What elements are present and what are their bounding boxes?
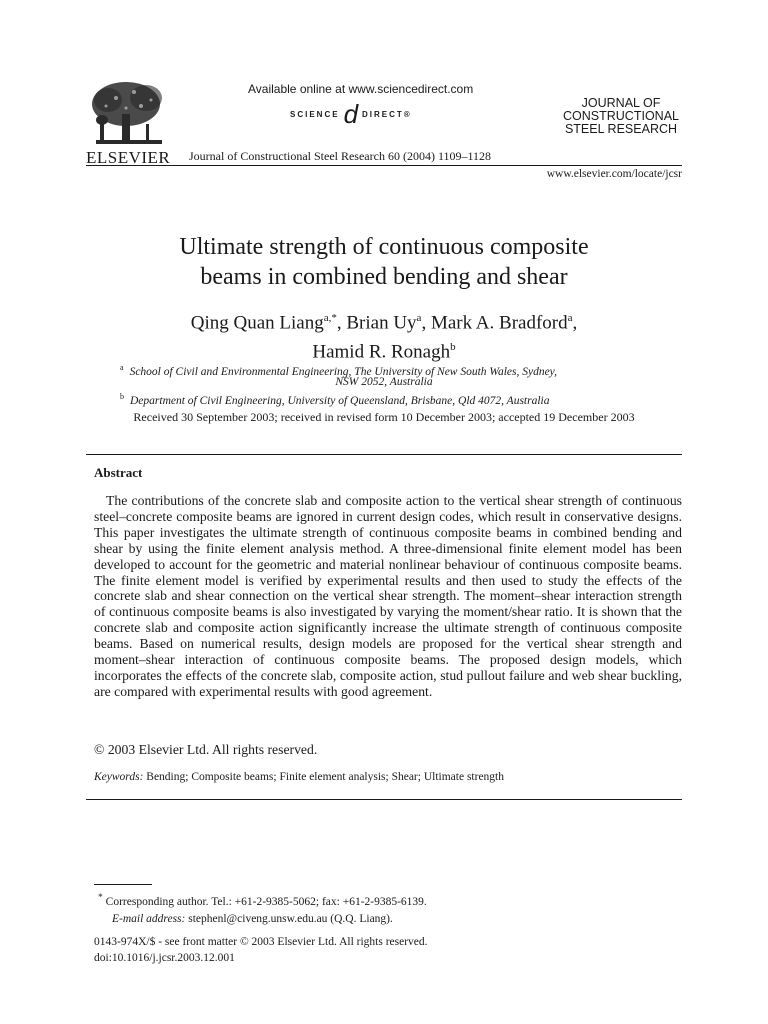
email-label: E-mail address: (112, 912, 186, 925)
elsevier-tree-logo (86, 78, 172, 150)
header-rule (86, 165, 682, 166)
author-affiliation-mark: a (416, 312, 422, 324)
sciencedirect-logo (290, 100, 412, 128)
author-list (86, 306, 682, 365)
abstract-top-rule (86, 454, 682, 455)
title-line: Ultimate strength of continuous composite (179, 234, 589, 260)
title-line: beams in combined bending and shear (200, 264, 568, 290)
corresponding-author-text: Corresponding author. Tel.: +61-2-9385-5062; fax: +61-2-9385-6139. (105, 895, 427, 908)
abstract-copyright: © 2003 Elsevier Ltd. All rights reserved. (94, 742, 318, 757)
affiliation-label: a (120, 363, 124, 372)
footnote-marker: * (98, 892, 103, 903)
corresponding-author-footnote (98, 889, 427, 928)
author-name: Hamid R. Ronagh (312, 341, 451, 363)
affiliation-label: b (120, 392, 124, 401)
issn-line: 0143-974X/$ - see front matter © 2003 Elsevier Ltd. All rights reserved. (94, 936, 428, 948)
keywords (94, 771, 504, 783)
affiliation-text: Department of Civil Engineering, University of Queensland, Brisbane, Qld 4072, Australia (130, 394, 550, 407)
affiliation-b (120, 390, 682, 408)
abstract-heading: Abstract (94, 465, 143, 480)
affiliation-text: School of Civil and Environmental Engineering, The University of New South Wales, Sydney, (129, 365, 558, 378)
sd-logo-mark: d (343, 99, 359, 129)
journal-name (558, 97, 684, 136)
author-affiliation-mark: a (567, 312, 573, 324)
keywords-list: Bending; Composite beams; Finite element analysis; Shear; Ultimate strength (146, 771, 504, 783)
abstract-body: The contributions of the concrete slab and composite action to the vertical shear strength of continuous steel–concrete composite beams are ignored in current design codes, which result in conservative designs. This paper investigates the ultimate strength of continuous composite beams in combined bending and shear by using the finite element analysis method. A three-dimensional finite element model has been developed to account for the geometric and material nonlinear behaviour of continuous composite beams. The finite element model is verified by experimental results and then used to study the effects of the concrete slab and shear connection on the vertical shear strength. The moment–shear interaction strength of continuous composite beams is also investigated by varying the moment/shear ratio. It is shown that the concrete slab and composite action significantly increase the ultimate strength of continuous composite beams. Based on numerical results, design models are proposed for the vertical shear strength and moment–shear interaction of continuous composite beams. The proposed design models, which incorporates the effects of the concrete slab, composite action, stud pullout failure and web shear buckling, are compared with experimental results with good agreement. (94, 493, 682, 699)
author-name: Mark A. Bradford (430, 312, 568, 334)
journal-name-line: STEEL RESEARCH (564, 122, 678, 136)
abstract-bottom-rule (86, 799, 682, 800)
available-online-text: Available online at www.sciencedirect.com (248, 82, 474, 96)
doi-link[interactable]: doi:10.1016/j.jcsr.2003.12.001 (94, 952, 235, 964)
article-history: Received 30 September 2003; received in revised form 10 December 2003; accepted 19 December 2003 (133, 410, 635, 424)
author-name: Brian Uy (346, 312, 417, 334)
affiliation-a-continued: NSW 2052, Australia (335, 376, 433, 388)
author-separator: , (572, 312, 578, 334)
article-title (86, 232, 682, 292)
journal-website-link[interactable]: www.elsevier.com/locate/jcsr (546, 168, 682, 180)
author-separator: , (336, 312, 347, 334)
author-separator: , (421, 312, 431, 334)
author-name: Qing Quan Liang (190, 312, 324, 334)
author-affiliation-mark: b (450, 341, 456, 354)
sd-logo-direct: DIRECT® (362, 109, 412, 119)
keywords-label: Keywords: (94, 771, 144, 783)
journal-name-line: CONSTRUCTIONAL (563, 109, 679, 123)
sd-logo-science: SCIENCE (290, 109, 340, 119)
author-affiliation-mark: a,* (323, 312, 337, 324)
publisher-name: ELSEVIER (86, 148, 171, 167)
footnote-rule (94, 884, 152, 885)
journal-citation: Journal of Constructional Steel Research 60 (2004) 1109–1128 (189, 149, 492, 163)
email-address-link[interactable]: stephenl@civeng.unsw.edu.au (Q.Q. Liang). (188, 912, 393, 925)
page-footer (94, 934, 428, 966)
journal-name-line: JOURNAL OF (581, 96, 661, 110)
